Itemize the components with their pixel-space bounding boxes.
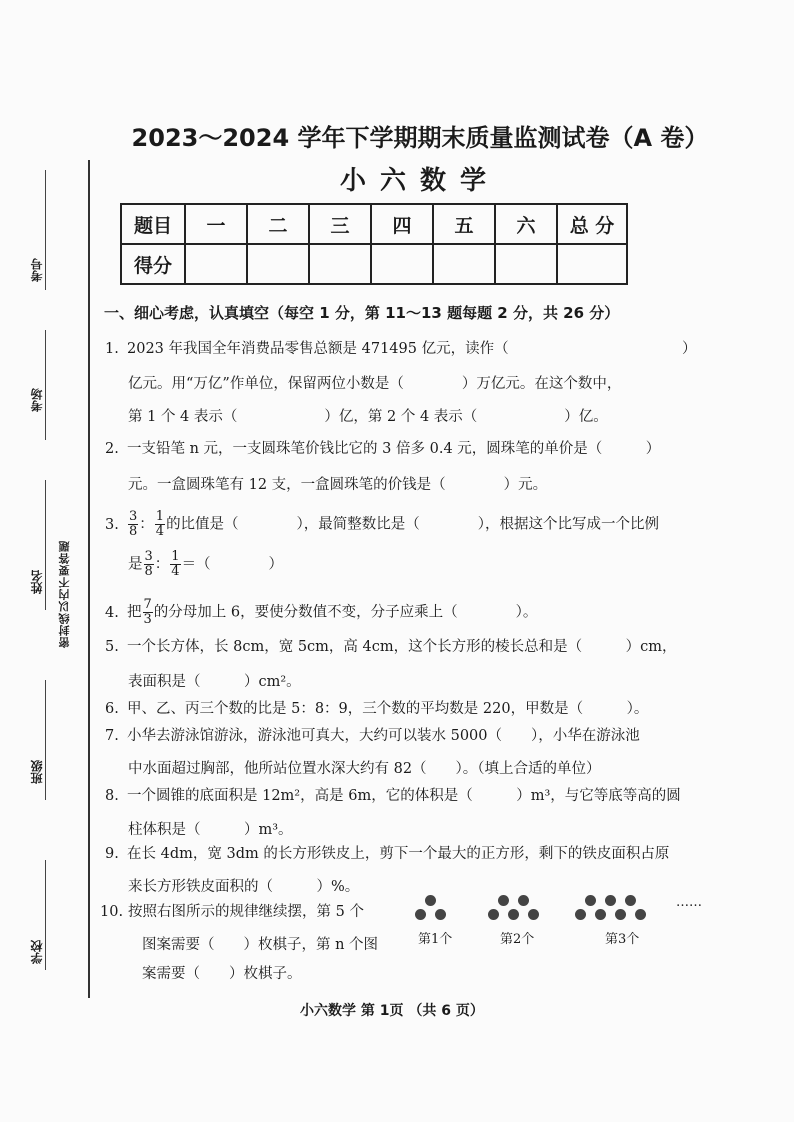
question-number: 10. [100, 904, 124, 920]
pattern-caption-2: 第2个 [500, 932, 535, 947]
exam-title: 2023～2024 学年下学期期末质量监测试卷（A 卷） [131, 124, 709, 152]
binding-line [88, 160, 90, 998]
score-head-cell: 二 [247, 204, 309, 244]
q6-line-1: 甲、乙、丙三个数的比是 5：8：9，三个数的平均数是 220，甲数是（ ）。 [127, 701, 649, 717]
score-cell[interactable] [495, 244, 557, 284]
q3-line-2 [128, 550, 283, 579]
chess-piece [605, 895, 616, 906]
denominator: 4 [155, 524, 165, 539]
q9-line-2: 来长方形铁皮面积的（ ）%。 [128, 879, 360, 895]
q8-line-1: 一个圆锥的底面积是 12m²，高是 6m，它的体积是（ ）m³，与它等底等高的圆 [127, 788, 681, 804]
question-number: 5. [105, 639, 119, 655]
kaochang-label: 考场 [30, 388, 44, 412]
score-cell[interactable] [247, 244, 309, 284]
exam-subtitle: 小六数学 [339, 166, 500, 196]
q7-line-2: 中水面超过胸部，他所站位置水深大约有 82（ ）。（填上合适的单位） [128, 761, 601, 777]
q5-line-2: 表面积是（ ）cm²。 [128, 674, 301, 690]
score-cell[interactable] [309, 244, 371, 284]
question-number: 1. [105, 341, 119, 357]
question-number: 9. [105, 846, 119, 862]
pattern-ellipsis: …… [676, 895, 702, 910]
question-number: 6. [105, 701, 119, 717]
q10-line-2: 图案需要（ ）枚棋子，第 n 个图 [142, 937, 379, 953]
pattern-caption-1: 第1个 [418, 932, 453, 947]
page-footer: 小六数学 第 1页 （共 6 页） [300, 1003, 484, 1019]
q7-line-1: 小华去游泳馆游泳，游泳池可真大，大约可以装水 5000（ ），小华在游泳池 [127, 728, 640, 744]
q4-text: 把 [127, 604, 142, 621]
score-cell[interactable] [185, 244, 247, 284]
question-5 [105, 638, 676, 656]
fraction [128, 510, 138, 539]
score-row-label: 得分 [121, 244, 185, 284]
score-head-cell: 四 [371, 204, 433, 244]
kaohao-line [45, 170, 46, 290]
q3-line-1: 的比值是（ ），最简整数比是（ ），根据这个比写成一个比例 [166, 516, 660, 533]
chess-piece [595, 909, 606, 920]
ratio-colon: ： [154, 556, 170, 573]
q4-text: 的分母加上 6，要使分数值不变，分子应乘上（ ）。 [153, 604, 538, 621]
score-head-cell: 五 [433, 204, 495, 244]
score-cell[interactable] [371, 244, 433, 284]
q2-line-2: 元。一盒圆珠笔有 12 支，一盒圆珠笔的价钱是（ ）元。 [128, 477, 548, 493]
chess-piece [615, 909, 626, 920]
denominator: 4 [171, 564, 180, 579]
question-number: 7. [105, 728, 119, 744]
q1-line-1: 2023 年我国全年消费品零售总额是 471495 亿元，读作（ [127, 341, 509, 357]
kaochang-line [45, 330, 46, 440]
score-head-cell: 一 [185, 204, 247, 244]
fraction [155, 510, 165, 539]
xuexiao-line [45, 860, 46, 970]
numerator: 1 [171, 549, 180, 564]
question-7 [105, 727, 640, 745]
chess-piece [488, 909, 499, 920]
question-4 [105, 598, 537, 627]
xingming-label: 姓名 [30, 570, 44, 594]
numerator: 3 [129, 509, 138, 524]
denominator: 3 [143, 612, 152, 627]
q1-line-1-close: ） [682, 341, 697, 357]
q5-line-1: 一个长方体，长 8cm，宽 5cm，高 4cm，这个长方形的棱长总和是（ ）cm， [127, 639, 677, 655]
score-table [120, 203, 628, 285]
score-head-cell: 题目 [121, 204, 185, 244]
question-6 [105, 700, 648, 718]
question-1 [105, 340, 509, 358]
q3-text: ＝（ ） [181, 556, 284, 573]
chess-piece [625, 895, 636, 906]
score-head-cell: 总 分 [557, 204, 627, 244]
numerator: 7 [143, 597, 152, 612]
kaohao-label: 考号 [30, 258, 44, 282]
numerator: 3 [144, 549, 153, 564]
fraction [144, 550, 154, 579]
fraction [170, 550, 180, 579]
banji-label: 班级 [30, 760, 44, 784]
seal-notice: 密封线以内不要答题 [58, 540, 71, 648]
chess-piece [508, 909, 519, 920]
chess-piece [435, 909, 446, 920]
fraction [143, 598, 153, 627]
score-head-cell: 六 [495, 204, 557, 244]
question-10 [100, 903, 364, 921]
question-9 [105, 845, 669, 863]
q8-line-2: 柱体积是（ ）m³。 [128, 822, 293, 838]
question-number: 8. [105, 788, 119, 804]
ratio-colon: ： [139, 516, 154, 533]
banji-line [45, 680, 46, 800]
q10-line-1: 按照右图所示的规律继续摆，第 5 个 [128, 904, 364, 920]
q10-line-3: 案需要（ ）枚棋子。 [142, 966, 302, 982]
score-cell[interactable] [433, 244, 495, 284]
score-cell[interactable] [557, 244, 627, 284]
q1-line-2: 亿元。用“万亿”作单位，保留两位小数是（ ）万亿元。在这个数中， [128, 376, 622, 392]
question-number: 2. [105, 441, 119, 457]
chess-piece [415, 909, 426, 920]
score-head-cell: 三 [309, 204, 371, 244]
chess-piece [518, 895, 529, 906]
xingming-line [45, 480, 46, 610]
question-number: 4. [105, 604, 119, 621]
question-number: 3. [105, 516, 119, 533]
q3-text: 是 [128, 556, 143, 573]
section-1-heading: 一、细心考虑，认真填空（每空 1 分，第 11～13 题每题 2 分，共 26 分） [104, 304, 620, 322]
denominator: 8 [129, 524, 138, 539]
chess-piece [528, 909, 539, 920]
chess-piece [635, 909, 646, 920]
chess-piece [575, 909, 586, 920]
chess-piece [585, 895, 596, 906]
q2-line-1: 一支铅笔 n 元，一支圆珠笔价钱比它的 3 倍多 0.4 元，圆珠笔的单价是（ ） [127, 441, 661, 457]
question-8 [105, 787, 681, 805]
question-3 [105, 510, 659, 539]
chess-piece [425, 895, 436, 906]
chess-piece [498, 895, 509, 906]
question-2 [105, 440, 660, 458]
numerator: 1 [155, 509, 165, 524]
score-header-row [121, 204, 627, 244]
q1-line-3: 第 1 个 4 表示（ ）亿，第 2 个 4 表示（ ）亿。 [128, 409, 608, 425]
xuexiao-label: 学校 [30, 940, 44, 964]
pattern-caption-3: 第3个 [605, 932, 640, 947]
denominator: 8 [144, 564, 153, 579]
q9-line-1: 在长 4dm，宽 3dm 的长方形铁皮上，剪下一个最大的正方形，剩下的铁皮面积占原 [127, 846, 670, 862]
score-value-row [121, 244, 627, 284]
